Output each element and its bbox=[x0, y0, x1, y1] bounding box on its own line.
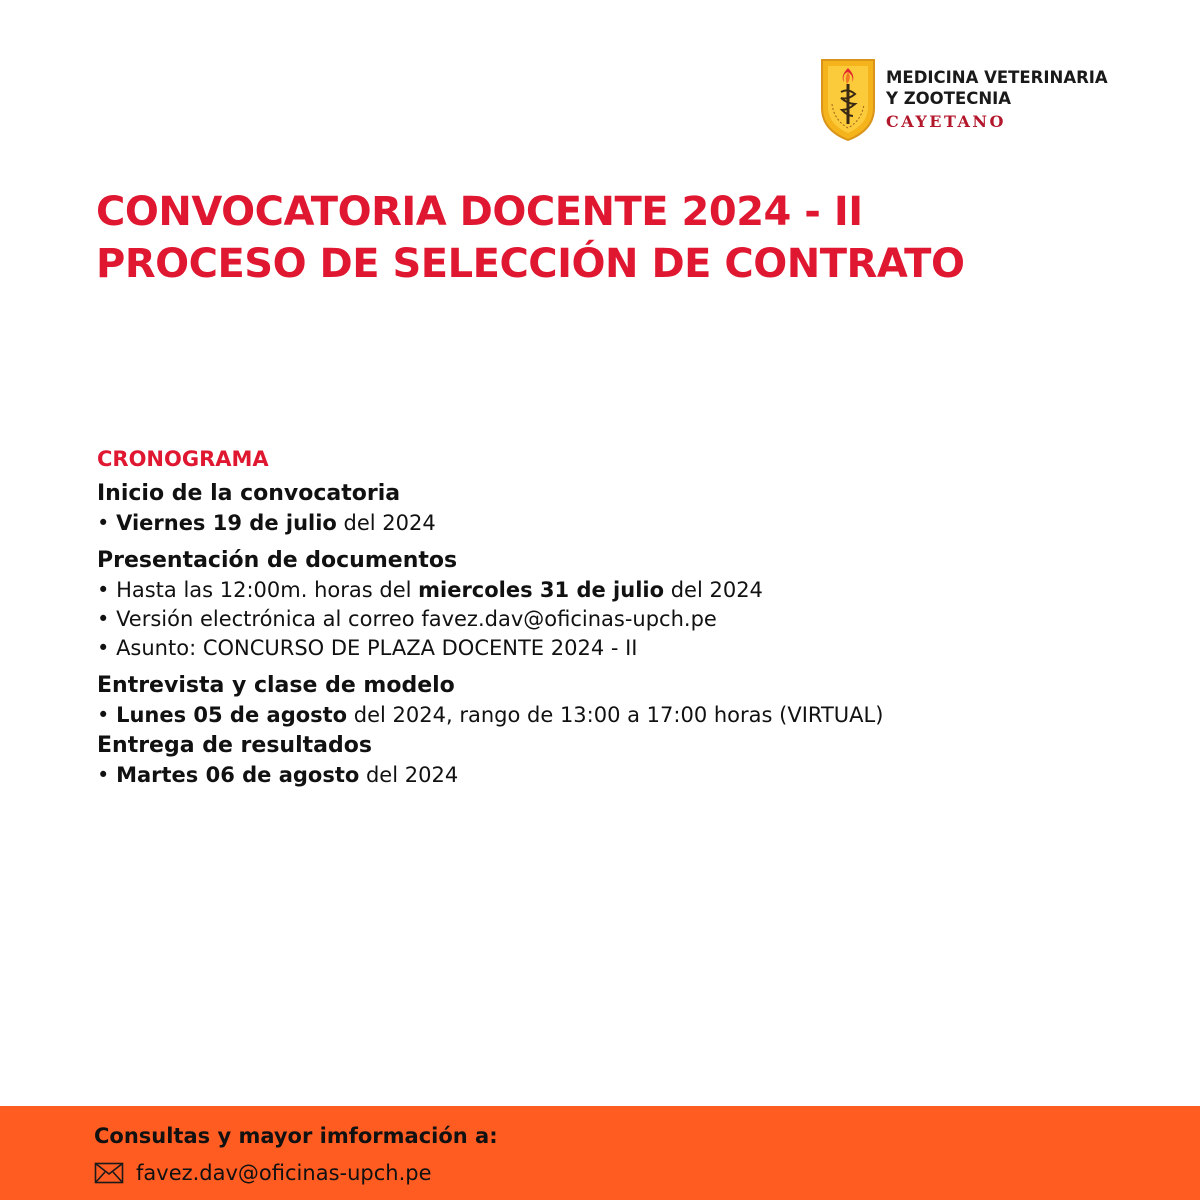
footer-title: Consultas y mayor imformación a: bbox=[94, 1124, 498, 1148]
footer-email-link[interactable]: favez.dav@oficinas-upch.pe bbox=[136, 1161, 432, 1185]
logo-line-1: MEDICINA VETERINARIA bbox=[886, 68, 1108, 87]
page-title bbox=[96, 186, 964, 290]
schedule-item: • Asunto: CONCURSO DE PLAZA DOCENTE 2024 - II bbox=[97, 636, 638, 660]
section-title-start: Inicio de la convocatoria bbox=[97, 481, 401, 506]
logo-line-2: Y ZOOTECNIA bbox=[886, 89, 1012, 108]
title-line-2: PROCESO DE SELECCIÓN DE CONTRATO bbox=[96, 241, 965, 287]
email-instruction: Versión electrónica al correo favez.dav@oficinas-upch.pe bbox=[116, 607, 717, 631]
title-line-1: CONVOCATORIA DOCENTE 2024 - II bbox=[96, 189, 863, 235]
date-bold: miercoles 31 de julio bbox=[418, 578, 665, 602]
date-rest: del 2024, rango de 13:00 a 17:00 horas (VIRTUAL) bbox=[347, 703, 884, 727]
date-bold: Lunes 05 de agosto bbox=[116, 703, 348, 727]
deadline-pre: Hasta las 12:00m. horas del bbox=[116, 578, 419, 602]
schedule-item: • Martes 06 de agosto del 2024 bbox=[97, 763, 459, 787]
footer-email-row[interactable] bbox=[94, 1158, 432, 1188]
schedule-section bbox=[97, 443, 1097, 790]
section-title-interview: Entrevista y clase de modelo bbox=[97, 673, 455, 698]
schedule-item: • Viernes 19 de julio del 2024 bbox=[97, 511, 436, 535]
section-title-documents: Presentación de documentos bbox=[97, 548, 458, 573]
date-bold: Viernes 19 de julio bbox=[116, 511, 337, 535]
logo-line-3: CAYETANO bbox=[886, 112, 1006, 131]
institution-logo bbox=[820, 58, 1140, 144]
date-rest: del 2024 bbox=[664, 578, 763, 602]
university-shield-icon bbox=[820, 58, 876, 142]
section-title-results: Entrega de resultados bbox=[97, 733, 372, 758]
subject-line: Asunto: CONCURSO DE PLAZA DOCENTE 2024 - II bbox=[116, 636, 638, 660]
footer-banner bbox=[0, 1106, 1200, 1200]
schedule-item: • Lunes 05 de agosto del 2024, rango de 13:00 a 17:00 horas (VIRTUAL) bbox=[97, 703, 884, 727]
date-rest: del 2024 bbox=[359, 763, 459, 787]
date-rest: del 2024 bbox=[336, 511, 436, 535]
schedule-item: • Versión electrónica al correo favez.dav@oficinas-upch.pe bbox=[97, 607, 717, 631]
schedule-item: • Hasta las 12:00m. horas del miercoles 31 de julio del 2024 bbox=[97, 578, 763, 602]
date-bold: Martes 06 de agosto bbox=[116, 763, 360, 787]
schedule-heading: CRONOGRAMA bbox=[97, 447, 269, 471]
envelope-icon bbox=[94, 1162, 124, 1184]
